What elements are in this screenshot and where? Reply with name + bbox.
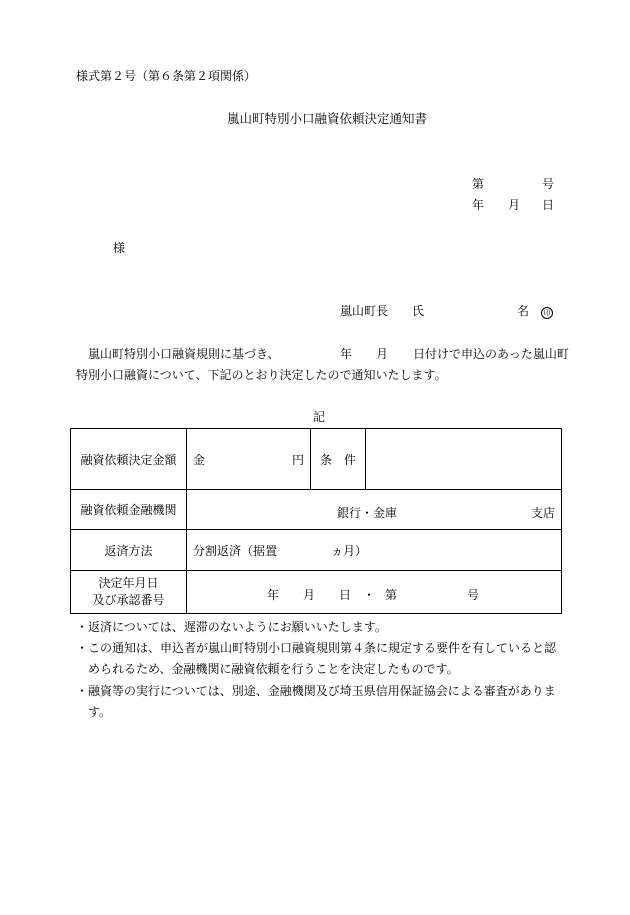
body-part2: 日付けで申込のあった嵐山町 (413, 347, 569, 361)
sender-shi: 氏 (412, 304, 425, 318)
recipient-suffix: 様 (113, 241, 126, 255)
seal-icon (541, 305, 553, 319)
date-year: 年 (472, 198, 485, 212)
sender-office: 嵐山町長 (340, 304, 389, 318)
decision-dai: 第 (385, 588, 398, 602)
institution-cell (187, 490, 562, 530)
repayment-value-a: 分割返済（据置 (193, 543, 278, 558)
body-year: 年 (340, 347, 353, 361)
amount-cell (187, 429, 311, 490)
table-row (71, 429, 562, 490)
note-item: ・融資等の実行については、別途、金融機関及び埼玉県信用保証協会による審査がありま (76, 684, 556, 698)
conditions-label: 条 件 (311, 429, 366, 490)
body-month: 月 (376, 347, 389, 361)
repayment-cell (187, 530, 562, 571)
institution-branch: 支店 (530, 505, 555, 520)
seal-mark: 印 (541, 307, 553, 319)
amount-kin: 金 (193, 452, 206, 467)
note-item: められるため、金融機関に融資依頼を行うことを決定したものです。 (76, 662, 459, 676)
decision-date-label-line2: 及び承認番号 (92, 593, 165, 607)
decision-dot: ・ (363, 588, 376, 602)
decision-date-cell (187, 571, 562, 614)
decision-day: 日 (339, 588, 352, 602)
note-item: す。 (76, 705, 112, 719)
ki-heading: 記 (313, 410, 326, 424)
table-row (71, 571, 562, 614)
decision-go: 号 (467, 588, 480, 602)
document-title: 嵐山町特別小口融資依頼決定通知書 (227, 111, 428, 126)
sender-mei: 名 (517, 304, 530, 318)
doc-number-dai: 第 (472, 177, 485, 191)
note-item: ・返済については、遅滞のないようにお願いいたします。 (76, 620, 387, 634)
decision-date-label (71, 571, 187, 614)
table-row (71, 490, 562, 530)
conditions-value (366, 429, 562, 490)
date-day: 日 (542, 198, 555, 212)
form-number: 様式第２号（第６条第２項関係） (76, 69, 257, 83)
repayment-label: 返済方法 (71, 530, 187, 571)
institution-bank: 銀行・金庫 (337, 505, 398, 520)
amount-label: 融資依頼決定金額 (71, 429, 187, 490)
decision-month: 月 (303, 588, 316, 602)
note-item: ・この通知は、申込者が嵐山町特別小口融資規則第４条に規定する要件を有していると認 (76, 641, 557, 655)
doc-number-go: 号 (542, 177, 555, 191)
loan-decision-table (70, 428, 562, 614)
table-row (71, 530, 562, 571)
decision-date-label-line1: 決定年月日 (98, 575, 159, 590)
decision-year: 年 (267, 588, 280, 602)
body-part1: 嵐山町特別小口融資規則に基づき、 (88, 347, 280, 361)
amount-en: 円 (291, 452, 304, 467)
institution-label: 融資依頼金融機関 (71, 490, 187, 530)
repayment-value-b: ヵ月） (331, 543, 368, 558)
body-line2: 特別小口融資について、下記のとおり決定したので通知いたします。 (76, 368, 447, 382)
date-month: 月 (508, 198, 521, 212)
